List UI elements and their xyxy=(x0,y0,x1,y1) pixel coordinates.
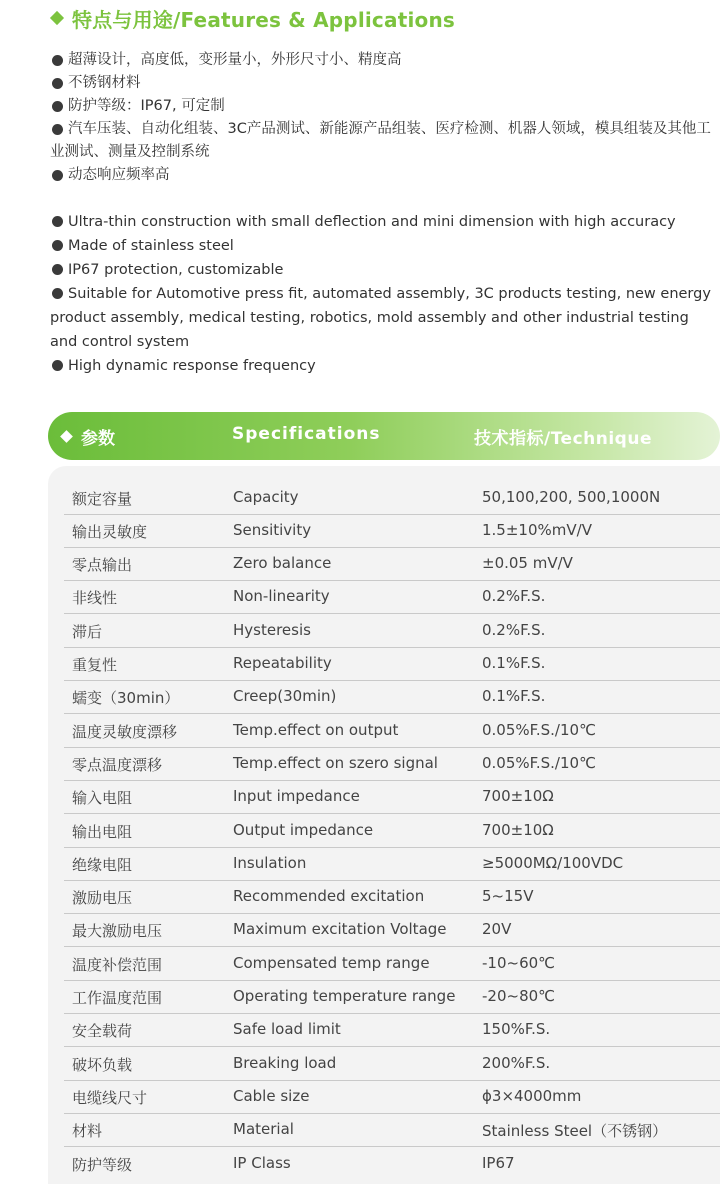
feature-item: Made of stainless steel xyxy=(50,234,714,258)
feature-item: 超薄设计，高度低，变形量小，外形尺寸小、精度高 xyxy=(50,49,714,72)
table-row: 防护等级 IP Class IP67 xyxy=(72,1154,515,1174)
table-row: 安全载荷 Safe load limit 150%F.S. xyxy=(64,1013,720,1047)
bullet-dot-icon xyxy=(52,360,63,371)
table-row: 温度补偿范围 Compensated temp range -10~60℃ xyxy=(64,947,720,981)
feature-item: Ultra-thin construction with small deflection and mini dimension with high accuracy xyxy=(50,210,714,234)
table-row: 非线性 Non-linearity 0.2%F.S. xyxy=(64,580,720,614)
bullet-dot-icon xyxy=(52,78,63,89)
feature-item: High dynamic response frequency xyxy=(50,354,714,378)
table-row: 滞后 Hysteresis 0.2%F.S. xyxy=(64,614,720,648)
table-row: 蠕变（30min） Creep(30min) 0.1%F.S. xyxy=(64,680,720,714)
table-row: 重复性 Repeatability 0.1%F.S. xyxy=(64,647,720,681)
table-row: 电缆线尺寸 Cable size ϕ3×4000mm xyxy=(64,1080,720,1114)
table-row: 零点输出 Zero balance ±0.05 mV/V xyxy=(64,547,720,581)
header-technique: 技术指标/Technique xyxy=(474,429,652,449)
bullet-dot-icon xyxy=(52,264,63,275)
header-specifications: Specifications xyxy=(232,424,381,444)
feature-item: Suitable for Automotive press fit, automated assembly, 3C products testing, new energy product assembly, medical testing, robotics, mold assembly and other industrial testing and control system xyxy=(50,286,711,350)
table-row: 绝缘电阻 Insulation ≥5000MΩ/100VDC xyxy=(64,847,720,881)
bullet-dot-icon xyxy=(52,170,63,181)
table-row: 输出电阻 Output impedance 700±10Ω xyxy=(64,814,720,848)
bullet-dot-icon xyxy=(52,240,63,251)
feature-item: 不锈钢材料 xyxy=(50,72,714,95)
table-row: 破坏负载 Breaking load 200%F.S. xyxy=(64,1047,720,1081)
feature-item: 汽车压装、自动化组装、3C产品测试、新能源产品组装、医疗检测、机器人领域，模具组装及其他工业测试、测量及控制系统 xyxy=(50,121,711,160)
table-row: 最大激励电压 Maximum excitation Voltage 20V xyxy=(64,913,720,947)
table-row: 输出灵敏度 Sensitivity 1.5±10%mV/V xyxy=(64,514,720,548)
bullet-dot-icon xyxy=(52,55,63,66)
table-row: 额定容量 Capacity 50,100,200, 500,1000N xyxy=(64,481,720,515)
table-row: 输入电阻 Input impedance 700±10Ω xyxy=(64,780,720,814)
feature-item: IP67 protection, customizable xyxy=(50,258,714,282)
table-row: 激励电压 Recommended excitation 5~15V xyxy=(64,880,720,914)
specifications-header-bar xyxy=(48,412,720,460)
table-row: 温度灵敏度漂移 Temp.effect on output 0.05%F.S./10℃ xyxy=(64,714,720,748)
features-title xyxy=(52,4,455,32)
features-title-text: 特点与用途/Features & Applications xyxy=(72,7,455,32)
bullet-dot-icon xyxy=(52,124,63,135)
diamond-bullet-icon xyxy=(60,430,73,443)
bullet-dot-icon xyxy=(52,101,63,112)
feature-item: 防护等级：IP67, 可定制 xyxy=(50,95,714,118)
table-row: 零点温度漂移 Temp.effect on szero signal 0.05%F.S./10℃ xyxy=(64,747,720,781)
diamond-bullet-icon xyxy=(50,11,64,25)
header-parameter: 参数 xyxy=(62,424,115,449)
bullet-dot-icon xyxy=(52,216,63,227)
bullet-dot-icon xyxy=(52,288,63,299)
feature-item: 动态响应频率高 xyxy=(50,164,714,187)
features-list-chinese xyxy=(50,49,714,187)
table-row: 工作温度范围 Operating temperature range -20~80℃ xyxy=(64,980,720,1014)
features-list-english xyxy=(50,210,714,378)
table-row: 材料 Material Stainless Steel（不锈钢） xyxy=(64,1113,720,1147)
